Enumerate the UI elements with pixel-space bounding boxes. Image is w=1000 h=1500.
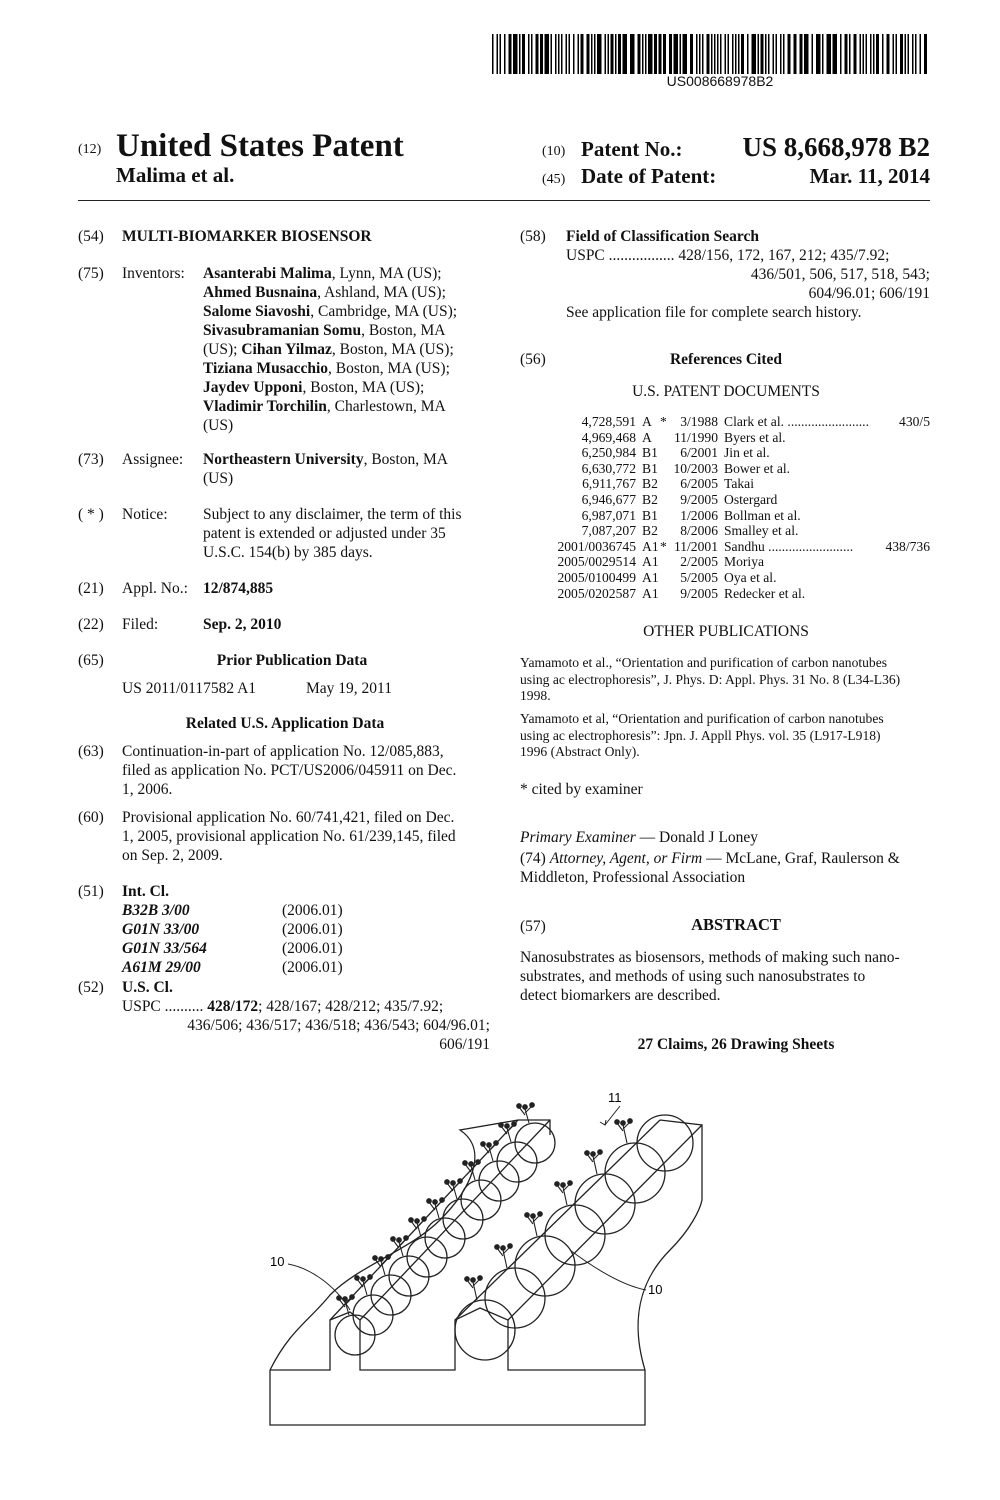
intcl-row: G01N 33/564 (2006.01) bbox=[122, 940, 343, 957]
reference-num: 6,911,767 bbox=[582, 476, 636, 492]
claims-summary: 27 Claims, 26 Drawing Sheets bbox=[637, 1036, 835, 1053]
reference-star: * bbox=[660, 538, 667, 554]
c63-code: (63) bbox=[78, 743, 104, 760]
code-12: (12) bbox=[78, 142, 102, 157]
figure-label-10-left: 10 bbox=[270, 1254, 285, 1269]
reference-date: 11/1990 bbox=[673, 429, 718, 445]
appl-number: 12/874,885 bbox=[203, 580, 274, 597]
reference-date: 1/2006 bbox=[680, 507, 718, 523]
cited-note: * cited by examiner bbox=[520, 781, 643, 798]
reference-row bbox=[520, 570, 930, 586]
reference-kind: A bbox=[642, 414, 652, 429]
notice-text: Subject to any disclaimer, the term of this patent is extended or adjusted under 35 U.S.C. 154(b) by 385 days. bbox=[203, 506, 462, 561]
prior-code: (65) bbox=[78, 652, 104, 669]
reference-row bbox=[520, 554, 930, 570]
notice-label: Notice: bbox=[122, 506, 168, 523]
uscl-text: USPC .......... 428/172; 428/167; 428/212; 435/7.92; 436/506; 436/517; 436/518; 436/543; 604/96.01; 606/191 bbox=[122, 998, 490, 1053]
reference-row bbox=[520, 461, 930, 477]
reference-kind: B1 bbox=[642, 445, 658, 461]
us-docs-heading: U.S. PATENT DOCUMENTS bbox=[632, 383, 820, 400]
reference-row bbox=[520, 430, 930, 446]
figure-label-10-right: 10 bbox=[648, 1282, 663, 1297]
prior-pub: US 2011/0117582 A1 bbox=[122, 680, 257, 697]
reference-name: Smalley et al. bbox=[724, 523, 799, 539]
reference-row bbox=[520, 508, 930, 524]
barcode bbox=[492, 34, 930, 74]
reference-num: 4,728,591 bbox=[581, 414, 636, 429]
reference-name: Clark et al. ........................ bbox=[724, 414, 869, 429]
appl-code: (21) bbox=[78, 580, 104, 597]
reference-name: Byers et al. bbox=[724, 429, 786, 445]
reference-date: 9/2005 bbox=[680, 585, 718, 601]
field-code: (58) bbox=[520, 228, 546, 245]
reference-num: 6,630,772 bbox=[581, 460, 636, 476]
assignee-label: Assignee: bbox=[122, 451, 184, 468]
reference-cls: 438/736 bbox=[885, 538, 930, 554]
inventor-line: Salome Siavoshi, Cambridge, MA (US); bbox=[203, 303, 458, 320]
reference-date: 6/2005 bbox=[680, 476, 718, 492]
refs-heading: References Cited bbox=[669, 351, 783, 368]
filed-code: (22) bbox=[78, 616, 104, 633]
attorney: (74) Attorney, Agent, or Firm — McLane, Graf, Raulerson & Middleton, Professional Association bbox=[520, 850, 900, 886]
us-patent-documents-table bbox=[520, 414, 930, 601]
inventor-line: (US); Cihan Yilmaz, Boston, MA (US); bbox=[203, 341, 454, 358]
code-10: (10) bbox=[542, 144, 566, 159]
intcl-table bbox=[122, 901, 362, 977]
reference-star: * bbox=[660, 414, 667, 429]
reference-name: Sandhu ......................... bbox=[724, 538, 854, 554]
reference-name: Bower et al. bbox=[724, 460, 791, 476]
reference-kind: B1 bbox=[642, 460, 658, 476]
intcl-row: A61M 29/00 (2006.01) bbox=[122, 959, 343, 976]
reference-num: 6,250,984 bbox=[581, 445, 636, 461]
reference-row bbox=[520, 539, 930, 555]
assignee-code: (73) bbox=[78, 451, 104, 468]
reference-date: 5/2005 bbox=[680, 569, 718, 585]
figure-label-11: 11 bbox=[608, 1090, 622, 1105]
code-45: (45) bbox=[542, 172, 566, 187]
reference-num: 2005/0202587 bbox=[557, 585, 636, 601]
reference-date: 2/2005 bbox=[680, 554, 718, 570]
field-text: USPC ................. 428/156, 172, 167, 212; 435/7.92; 436/501, 506, 517, 518, 543; 604/96.01; 606/191 See application file for complete search history. bbox=[566, 247, 930, 321]
reference-kind: B2 bbox=[642, 523, 658, 539]
c60-code: (60) bbox=[78, 809, 104, 826]
refs-code: (56) bbox=[520, 351, 546, 368]
patent-number: US 8,668,978 B2 bbox=[742, 132, 930, 162]
reference-num: 2005/0100499 bbox=[557, 569, 636, 585]
c60-text: Provisional application No. 60/741,421, filed on Dec. 1, 2005, provisional application No. 61/239,145, filed on Sep. 2, 2009. bbox=[122, 809, 456, 864]
reference-name: Redecker et al. bbox=[724, 585, 806, 601]
intcl-row: B32B 3/00 (2006.01) bbox=[122, 902, 343, 919]
reference-date: 9/2005 bbox=[680, 491, 718, 507]
reference-cls: 430/5 bbox=[899, 414, 930, 429]
reference-date: 11/2001 bbox=[673, 538, 718, 554]
filed-label: Filed: bbox=[122, 616, 159, 633]
barcode-number: US008668978B2 bbox=[666, 73, 774, 89]
reference-row bbox=[520, 523, 930, 539]
reference-kind: A bbox=[642, 429, 652, 445]
reference-num: 6,987,071 bbox=[581, 507, 636, 523]
document-type: United States Patent bbox=[116, 128, 404, 164]
inventor-line: (US) bbox=[203, 417, 234, 434]
inventor-line: Ahmed Busnaina, Ashland, MA (US); bbox=[203, 284, 446, 301]
uscl-code: (52) bbox=[78, 979, 104, 996]
reference-name: Takai bbox=[724, 476, 754, 492]
inventors-list bbox=[203, 264, 503, 435]
reference-kind: B2 bbox=[642, 476, 658, 492]
reference-kind: A1 bbox=[642, 538, 659, 554]
uscl-label: U.S. Cl. bbox=[122, 979, 173, 996]
reference-name: Moriya bbox=[724, 554, 765, 570]
reference-row bbox=[520, 586, 930, 602]
prior-date: May 19, 2011 bbox=[306, 680, 392, 697]
intcl-label: Int. Cl. bbox=[122, 883, 169, 900]
reference-num: 2005/0029514 bbox=[557, 554, 636, 570]
intcl-row: G01N 33/00 (2006.01) bbox=[122, 921, 343, 938]
patent-drawing bbox=[250, 1080, 710, 1450]
reference-name: Oya et al. bbox=[724, 569, 777, 585]
prior-heading: Prior Publication Data bbox=[216, 652, 368, 669]
title-code: (54) bbox=[78, 228, 104, 245]
patent-date: Mar. 11, 2014 bbox=[809, 164, 930, 188]
reference-row bbox=[520, 445, 930, 461]
abstract-code: (57) bbox=[520, 918, 546, 935]
reference-kind: A1 bbox=[642, 569, 659, 585]
reference-kind: B2 bbox=[642, 491, 658, 507]
inventor-line: Jaydev Upponi, Boston, MA (US); bbox=[203, 379, 425, 396]
notice-code: ( * ) bbox=[78, 506, 104, 523]
assignee-value: Northeastern University, Boston, MA (US) bbox=[203, 451, 448, 487]
reference-row bbox=[520, 476, 930, 492]
reference-kind: A1 bbox=[642, 585, 659, 601]
reference-name: Bollman et al. bbox=[724, 507, 801, 523]
reference-date: 8/2006 bbox=[680, 523, 718, 539]
reference-name: Jin et al. bbox=[724, 445, 770, 461]
related-heading: Related U.S. Application Data bbox=[185, 715, 385, 732]
other-pub-2: Yamamoto et al, “Orientation and purification of carbon nanotubes using ac electrophoresis”: Jpn. J. Appll Phys. vol. 35 (L917-L918) 1996 (Abstract Only). bbox=[520, 711, 884, 759]
reference-num: 7,087,207 bbox=[581, 523, 636, 539]
intcl-code: (51) bbox=[78, 883, 104, 900]
inventors-label: Inventors: bbox=[122, 265, 185, 282]
inventor-short: Malima et al. bbox=[116, 163, 235, 187]
reference-num: 4,969,468 bbox=[581, 429, 636, 445]
primary-examiner: Primary Examiner — Donald J Loney bbox=[520, 829, 759, 846]
inventor-line: Tiziana Musacchio, Boston, MA (US); bbox=[203, 360, 450, 377]
reference-kind: B1 bbox=[642, 507, 658, 523]
reference-date: 3/1988 bbox=[680, 414, 718, 429]
inventors-code: (75) bbox=[78, 265, 104, 282]
patent-no-label: Patent No.: bbox=[581, 137, 683, 161]
inventor-line: Sivasubramanian Somu, Boston, MA bbox=[203, 322, 446, 339]
other-pubs-heading: OTHER PUBLICATIONS bbox=[643, 623, 809, 640]
reference-row bbox=[520, 414, 930, 430]
c63-text: Continuation-in-part of application No. 12/085,883, filed as application No. PCT/US2006/045911 on Dec. 1, 2006. bbox=[122, 743, 457, 798]
inventor-line: Vladimir Torchilin, Charlestown, MA bbox=[203, 398, 446, 415]
header-divider bbox=[78, 200, 930, 201]
reference-row bbox=[520, 492, 930, 508]
patent-title: MULTI-BIOMARKER BIOSENSOR bbox=[122, 228, 372, 245]
abstract-heading: ABSTRACT bbox=[691, 915, 781, 934]
field-heading: Field of Classification Search bbox=[566, 228, 760, 245]
reference-num: 2001/0036745 bbox=[557, 538, 636, 554]
reference-date: 10/2003 bbox=[673, 460, 718, 476]
reference-name: Ostergard bbox=[724, 491, 778, 507]
filed-date: Sep. 2, 2010 bbox=[203, 616, 282, 633]
other-pub-1: Yamamoto et al., “Orientation and purification of carbon nanotubes using ac electrophoresis”, J. Phys. D: Appl. Phys. 31 No. 8 (L34-L36) 1998. bbox=[520, 655, 901, 703]
date-label: Date of Patent: bbox=[581, 164, 717, 188]
reference-num: 6,946,677 bbox=[581, 491, 636, 507]
reference-date: 6/2001 bbox=[680, 445, 718, 461]
inventor-line: Asanterabi Malima, Lynn, MA (US); bbox=[203, 265, 442, 282]
appl-label: Appl. No.: bbox=[122, 580, 188, 597]
reference-kind: A1 bbox=[642, 554, 659, 570]
abstract-text: Nanosubstrates as biosensors, methods of making such nano- substrates, and methods of using such nanosubstrates to detect biomarkers are described. bbox=[520, 949, 900, 1004]
